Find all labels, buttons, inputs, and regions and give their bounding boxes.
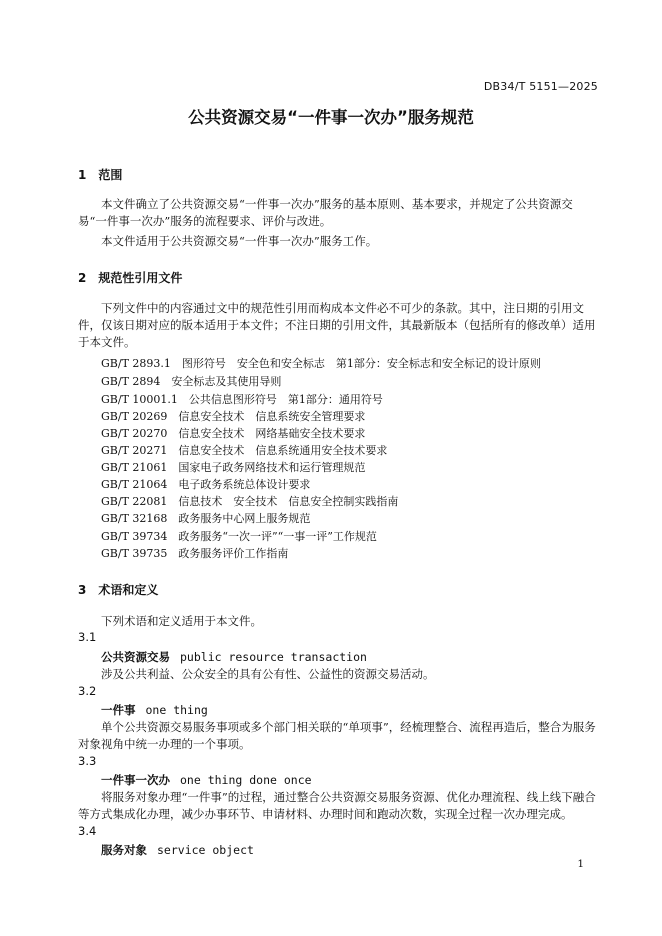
reference-item: GB/T 20269 信息安全技术 信息系统安全管理要求 bbox=[101, 410, 366, 423]
section-2-heading: 2 规范性引用文件 bbox=[78, 271, 183, 285]
term-number: 3.4 bbox=[78, 824, 97, 838]
term-chinese: 一件事一次办 bbox=[101, 773, 170, 787]
section-1-heading: 1 范围 bbox=[78, 168, 123, 182]
term-chinese: 公共资源交易 bbox=[101, 650, 170, 664]
term-english: one thing done once bbox=[180, 773, 312, 787]
reference-item: GB/T 10001.1 公共信息图形符号 第1部分：通用符号 bbox=[101, 393, 383, 406]
term-definition: 涉及公共利益、公众安全的具有公有性、公益性的资源交易活动。 bbox=[101, 667, 435, 681]
section-3-heading: 3 术语和定义 bbox=[78, 583, 159, 597]
section-3-intro: 下列术语和定义适用于本文件。 bbox=[101, 614, 262, 628]
term-entry bbox=[101, 842, 254, 858]
term-english: service object bbox=[157, 843, 254, 857]
term-number: 3.2 bbox=[78, 684, 97, 698]
reference-item: GB/T 39734 政务服务“一次一评”“一事一评”工作规范 bbox=[101, 530, 377, 543]
section-1-paragraph-2: 本文件适用于公共资源交易“一件事一次办”服务工作。 bbox=[101, 234, 378, 248]
reference-item: GB/T 21061 国家电子政务网络技术和运行管理规范 bbox=[101, 461, 366, 474]
section-2-intro: 下列文件中的内容通过文中的规范性引用而构成本文件必不可少的条款。其中，注日期的引用文件，仅该日期对应的版本适用于本文件；不注日期的引用文件，其最新版本（包括所有的修改单）适用于本文件。 bbox=[78, 301, 596, 349]
term-english: public resource transaction bbox=[180, 650, 367, 664]
term-number: 3.3 bbox=[78, 754, 97, 768]
page-number: 1 bbox=[577, 858, 584, 870]
reference-item: GB/T 2894 安全标志及其使用导则 bbox=[101, 375, 282, 388]
document-code: DB34/T 5151—2025 bbox=[483, 80, 598, 93]
reference-item: GB/T 39735 政务服务评价工作指南 bbox=[101, 547, 289, 560]
term-definition: 将服务对象办理“一件事”的过程，通过整合公共资源交易服务资源、优化办理流程、线上线下融合等方式集成化办理，减少办事环节、申请材料、办理时间和跑动次数，实现全过程一次办理完成。 bbox=[78, 790, 596, 821]
term-english: one thing bbox=[145, 703, 208, 717]
term-definition: 单个公共资源交易服务事项或多个部门相关联的“单项事”，经梳理整合、流程再造后，整合为服务对象视角中统一办理的一个事项。 bbox=[78, 720, 596, 751]
reference-item: GB/T 20270 信息安全技术 网络基础安全技术要求 bbox=[101, 427, 366, 440]
section-1-paragraph-1: 本文件确立了公共资源交易“一件事一次办”服务的基本原则、基本要求，并规定了公共资源交易“一件事一次办”服务的流程要求、评价与改进。 bbox=[78, 197, 573, 228]
term-entry bbox=[101, 649, 367, 665]
term-chinese: 一件事 bbox=[101, 703, 136, 717]
reference-item: GB/T 32168 政务服务中心网上服务规范 bbox=[101, 512, 311, 525]
term-chinese: 服务对象 bbox=[101, 843, 147, 857]
term-entry bbox=[101, 772, 312, 788]
reference-item: GB/T 20271 信息安全技术 信息系统通用安全技术要求 bbox=[101, 444, 388, 457]
reference-item: GB/T 21064 电子政务系统总体设计要求 bbox=[101, 478, 311, 491]
reference-item: GB/T 2893.1 图形符号 安全色和安全标志 第1部分：安全标志和安全标记的设计原则 bbox=[101, 357, 541, 370]
term-number: 3.1 bbox=[78, 630, 97, 644]
page-title: 公共资源交易“一件事一次办”服务规范 bbox=[188, 108, 474, 127]
term-entry bbox=[101, 702, 208, 718]
reference-item: GB/T 22081 信息技术 安全技术 信息安全控制实践指南 bbox=[101, 495, 399, 508]
